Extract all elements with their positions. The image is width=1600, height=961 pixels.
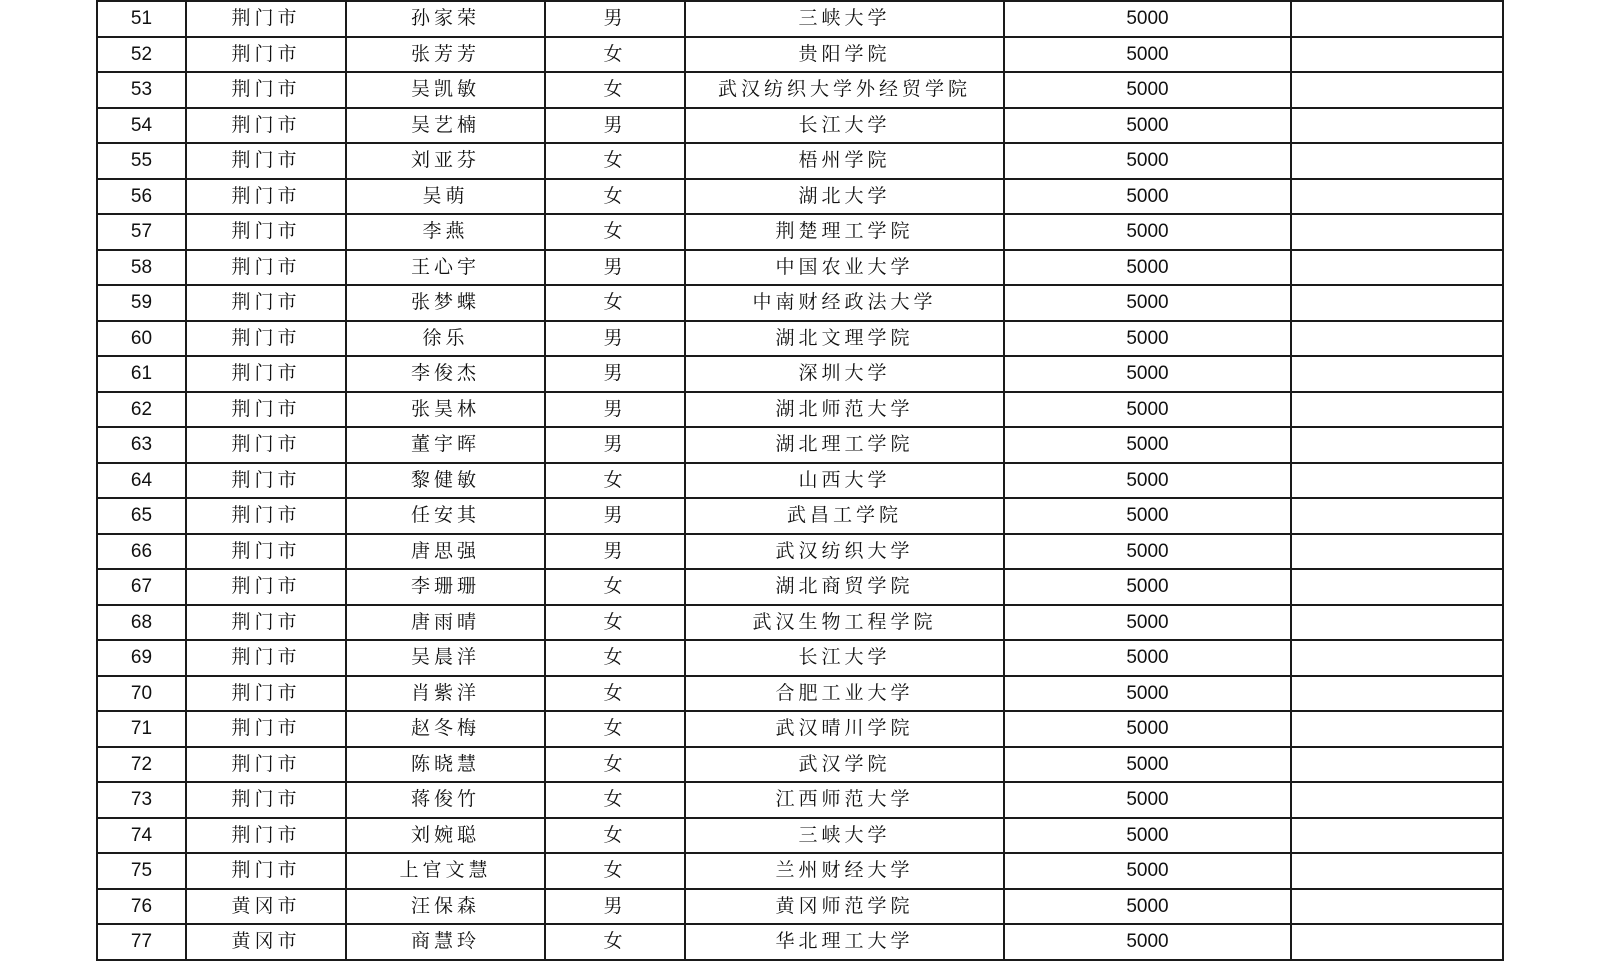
gender-cell: 女: [545, 924, 685, 960]
amount-cell: 5000: [1004, 782, 1291, 818]
city-cell: 荆门市: [186, 498, 346, 534]
row-number-cell: 69: [97, 640, 186, 676]
amount-cell: 5000: [1004, 108, 1291, 144]
table-row: [97, 498, 1503, 534]
row-number-cell: 56: [97, 179, 186, 215]
name-cell: 孙家荣: [346, 1, 545, 37]
row-number-cell: 72: [97, 747, 186, 783]
school-cell: 湖北师范大学: [685, 392, 1004, 428]
note-cell: [1291, 427, 1503, 463]
school-cell: 兰州财经大学: [685, 853, 1004, 889]
amount-cell: 5000: [1004, 143, 1291, 179]
city-cell: 荆门市: [186, 321, 346, 357]
city-cell: 荆门市: [186, 676, 346, 712]
table-row: [97, 108, 1503, 144]
amount-cell: 5000: [1004, 569, 1291, 605]
school-cell: 湖北文理学院: [685, 321, 1004, 357]
name-cell: 吴凯敏: [346, 72, 545, 108]
amount-cell: 5000: [1004, 1, 1291, 37]
gender-cell: 男: [545, 427, 685, 463]
row-number-cell: 71: [97, 711, 186, 747]
name-cell: 张梦蝶: [346, 285, 545, 321]
row-number-cell: 55: [97, 143, 186, 179]
school-cell: 深圳大学: [685, 356, 1004, 392]
table-row: [97, 889, 1503, 925]
gender-cell: 女: [545, 818, 685, 854]
name-cell: 赵冬梅: [346, 711, 545, 747]
name-cell: 商慧玲: [346, 924, 545, 960]
note-cell: [1291, 72, 1503, 108]
name-cell: 汪保森: [346, 889, 545, 925]
school-cell: 长江大学: [685, 108, 1004, 144]
amount-cell: 5000: [1004, 37, 1291, 73]
name-cell: 张昊林: [346, 392, 545, 428]
note-cell: [1291, 463, 1503, 499]
amount-cell: 5000: [1004, 392, 1291, 428]
table-row: [97, 285, 1503, 321]
school-cell: 湖北理工学院: [685, 427, 1004, 463]
note-cell: [1291, 356, 1503, 392]
city-cell: 荆门市: [186, 392, 346, 428]
note-cell: [1291, 924, 1503, 960]
row-number-cell: 59: [97, 285, 186, 321]
note-cell: [1291, 108, 1503, 144]
gender-cell: 男: [545, 108, 685, 144]
city-cell: 黄冈市: [186, 924, 346, 960]
row-number-cell: 52: [97, 37, 186, 73]
city-cell: 荆门市: [186, 427, 346, 463]
amount-cell: 5000: [1004, 747, 1291, 783]
city-cell: 荆门市: [186, 711, 346, 747]
city-cell: 荆门市: [186, 143, 346, 179]
table-row: [97, 747, 1503, 783]
amount-cell: 5000: [1004, 72, 1291, 108]
amount-cell: 5000: [1004, 463, 1291, 499]
city-cell: 荆门市: [186, 463, 346, 499]
name-cell: 黎健敏: [346, 463, 545, 499]
row-number-cell: 70: [97, 676, 186, 712]
school-cell: 湖北商贸学院: [685, 569, 1004, 605]
gender-cell: 女: [545, 605, 685, 641]
city-cell: 黄冈市: [186, 889, 346, 925]
amount-cell: 5000: [1004, 534, 1291, 570]
table-row: [97, 37, 1503, 73]
school-cell: 黄冈师范学院: [685, 889, 1004, 925]
table-row: [97, 427, 1503, 463]
gender-cell: 男: [545, 250, 685, 286]
school-cell: 合肥工业大学: [685, 676, 1004, 712]
name-cell: 肖紫洋: [346, 676, 545, 712]
note-cell: [1291, 250, 1503, 286]
table-row: [97, 853, 1503, 889]
city-cell: 荆门市: [186, 1, 346, 37]
note-cell: [1291, 285, 1503, 321]
gender-cell: 女: [545, 676, 685, 712]
school-cell: 江西师范大学: [685, 782, 1004, 818]
school-cell: 长江大学: [685, 640, 1004, 676]
city-cell: 荆门市: [186, 569, 346, 605]
note-cell: [1291, 747, 1503, 783]
gender-cell: 女: [545, 72, 685, 108]
note-cell: [1291, 569, 1503, 605]
name-cell: 徐乐: [346, 321, 545, 357]
city-cell: 荆门市: [186, 356, 346, 392]
note-cell: [1291, 818, 1503, 854]
note-cell: [1291, 640, 1503, 676]
city-cell: 荆门市: [186, 214, 346, 250]
note-cell: [1291, 889, 1503, 925]
gender-cell: 男: [545, 1, 685, 37]
row-number-cell: 53: [97, 72, 186, 108]
gender-cell: 女: [545, 853, 685, 889]
recipient-table: [96, 0, 1504, 961]
note-cell: [1291, 1, 1503, 37]
row-number-cell: 68: [97, 605, 186, 641]
row-number-cell: 73: [97, 782, 186, 818]
name-cell: 李燕: [346, 214, 545, 250]
school-cell: 中南财经政法大学: [685, 285, 1004, 321]
amount-cell: 5000: [1004, 321, 1291, 357]
amount-cell: 5000: [1004, 427, 1291, 463]
amount-cell: 5000: [1004, 356, 1291, 392]
name-cell: 李珊珊: [346, 569, 545, 605]
school-cell: 武汉纺织大学: [685, 534, 1004, 570]
row-number-cell: 63: [97, 427, 186, 463]
table-row: [97, 179, 1503, 215]
row-number-cell: 76: [97, 889, 186, 925]
name-cell: 唐雨晴: [346, 605, 545, 641]
amount-cell: 5000: [1004, 676, 1291, 712]
gender-cell: 女: [545, 569, 685, 605]
school-cell: 湖北大学: [685, 179, 1004, 215]
school-cell: 梧州学院: [685, 143, 1004, 179]
school-cell: 中国农业大学: [685, 250, 1004, 286]
gender-cell: 女: [545, 179, 685, 215]
row-number-cell: 65: [97, 498, 186, 534]
school-cell: 荆楚理工学院: [685, 214, 1004, 250]
name-cell: 李俊杰: [346, 356, 545, 392]
note-cell: [1291, 179, 1503, 215]
row-number-cell: 54: [97, 108, 186, 144]
name-cell: 吴晨洋: [346, 640, 545, 676]
gender-cell: 女: [545, 285, 685, 321]
note-cell: [1291, 321, 1503, 357]
table-row: [97, 818, 1503, 854]
amount-cell: 5000: [1004, 818, 1291, 854]
amount-cell: 5000: [1004, 605, 1291, 641]
amount-cell: 5000: [1004, 214, 1291, 250]
amount-cell: 5000: [1004, 250, 1291, 286]
note-cell: [1291, 534, 1503, 570]
city-cell: 荆门市: [186, 818, 346, 854]
table-row: [97, 534, 1503, 570]
note-cell: [1291, 143, 1503, 179]
table-row: [97, 569, 1503, 605]
amount-cell: 5000: [1004, 711, 1291, 747]
city-cell: 荆门市: [186, 250, 346, 286]
table-row: [97, 356, 1503, 392]
name-cell: 上官文慧: [346, 853, 545, 889]
amount-cell: 5000: [1004, 853, 1291, 889]
name-cell: 刘亚芬: [346, 143, 545, 179]
gender-cell: 男: [545, 356, 685, 392]
note-cell: [1291, 676, 1503, 712]
city-cell: 荆门市: [186, 747, 346, 783]
note-cell: [1291, 782, 1503, 818]
gender-cell: 女: [545, 711, 685, 747]
school-cell: 武汉纺织大学外经贸学院: [685, 72, 1004, 108]
name-cell: 董宇晖: [346, 427, 545, 463]
name-cell: 唐思强: [346, 534, 545, 570]
table-row: [97, 214, 1503, 250]
school-cell: 武汉生物工程学院: [685, 605, 1004, 641]
note-cell: [1291, 214, 1503, 250]
table-row: [97, 143, 1503, 179]
table-row: [97, 321, 1503, 357]
city-cell: 荆门市: [186, 179, 346, 215]
city-cell: 荆门市: [186, 782, 346, 818]
gender-cell: 女: [545, 463, 685, 499]
note-cell: [1291, 853, 1503, 889]
note-cell: [1291, 37, 1503, 73]
gender-cell: 男: [545, 498, 685, 534]
amount-cell: 5000: [1004, 640, 1291, 676]
table-row: [97, 711, 1503, 747]
gender-cell: 女: [545, 37, 685, 73]
gender-cell: 男: [545, 534, 685, 570]
school-cell: 武昌工学院: [685, 498, 1004, 534]
table-row: [97, 640, 1503, 676]
name-cell: 吴艺楠: [346, 108, 545, 144]
table-row: [97, 463, 1503, 499]
amount-cell: 5000: [1004, 889, 1291, 925]
table-row: [97, 1, 1503, 37]
city-cell: 荆门市: [186, 534, 346, 570]
note-cell: [1291, 605, 1503, 641]
row-number-cell: 74: [97, 818, 186, 854]
school-cell: 三峡大学: [685, 818, 1004, 854]
city-cell: 荆门市: [186, 37, 346, 73]
school-cell: 山西大学: [685, 463, 1004, 499]
table-row: [97, 392, 1503, 428]
gender-cell: 女: [545, 782, 685, 818]
name-cell: 张芳芳: [346, 37, 545, 73]
gender-cell: 男: [545, 321, 685, 357]
table-row: [97, 605, 1503, 641]
row-number-cell: 58: [97, 250, 186, 286]
gender-cell: 女: [545, 747, 685, 783]
name-cell: 任安其: [346, 498, 545, 534]
gender-cell: 女: [545, 640, 685, 676]
row-number-cell: 66: [97, 534, 186, 570]
table-row: [97, 250, 1503, 286]
name-cell: 刘婉聪: [346, 818, 545, 854]
note-cell: [1291, 711, 1503, 747]
name-cell: 陈晓慧: [346, 747, 545, 783]
row-number-cell: 60: [97, 321, 186, 357]
table-row: [97, 72, 1503, 108]
name-cell: 蒋俊竹: [346, 782, 545, 818]
school-cell: 三峡大学: [685, 1, 1004, 37]
school-cell: 贵阳学院: [685, 37, 1004, 73]
row-number-cell: 75: [97, 853, 186, 889]
row-number-cell: 51: [97, 1, 186, 37]
row-number-cell: 77: [97, 924, 186, 960]
table-row: [97, 782, 1503, 818]
amount-cell: 5000: [1004, 179, 1291, 215]
city-cell: 荆门市: [186, 72, 346, 108]
city-cell: 荆门市: [186, 605, 346, 641]
row-number-cell: 64: [97, 463, 186, 499]
city-cell: 荆门市: [186, 640, 346, 676]
city-cell: 荆门市: [186, 108, 346, 144]
city-cell: 荆门市: [186, 853, 346, 889]
table-row: [97, 924, 1503, 960]
table-row: [97, 676, 1503, 712]
gender-cell: 女: [545, 143, 685, 179]
amount-cell: 5000: [1004, 924, 1291, 960]
amount-cell: 5000: [1004, 285, 1291, 321]
row-number-cell: 61: [97, 356, 186, 392]
row-number-cell: 62: [97, 392, 186, 428]
note-cell: [1291, 498, 1503, 534]
table-body: [97, 1, 1503, 960]
city-cell: 荆门市: [186, 285, 346, 321]
gender-cell: 女: [545, 214, 685, 250]
row-number-cell: 57: [97, 214, 186, 250]
note-cell: [1291, 392, 1503, 428]
name-cell: 王心宇: [346, 250, 545, 286]
gender-cell: 男: [545, 889, 685, 925]
amount-cell: 5000: [1004, 498, 1291, 534]
name-cell: 吴萌: [346, 179, 545, 215]
school-cell: 武汉晴川学院: [685, 711, 1004, 747]
school-cell: 武汉学院: [685, 747, 1004, 783]
gender-cell: 男: [545, 392, 685, 428]
row-number-cell: 67: [97, 569, 186, 605]
school-cell: 华北理工大学: [685, 924, 1004, 960]
